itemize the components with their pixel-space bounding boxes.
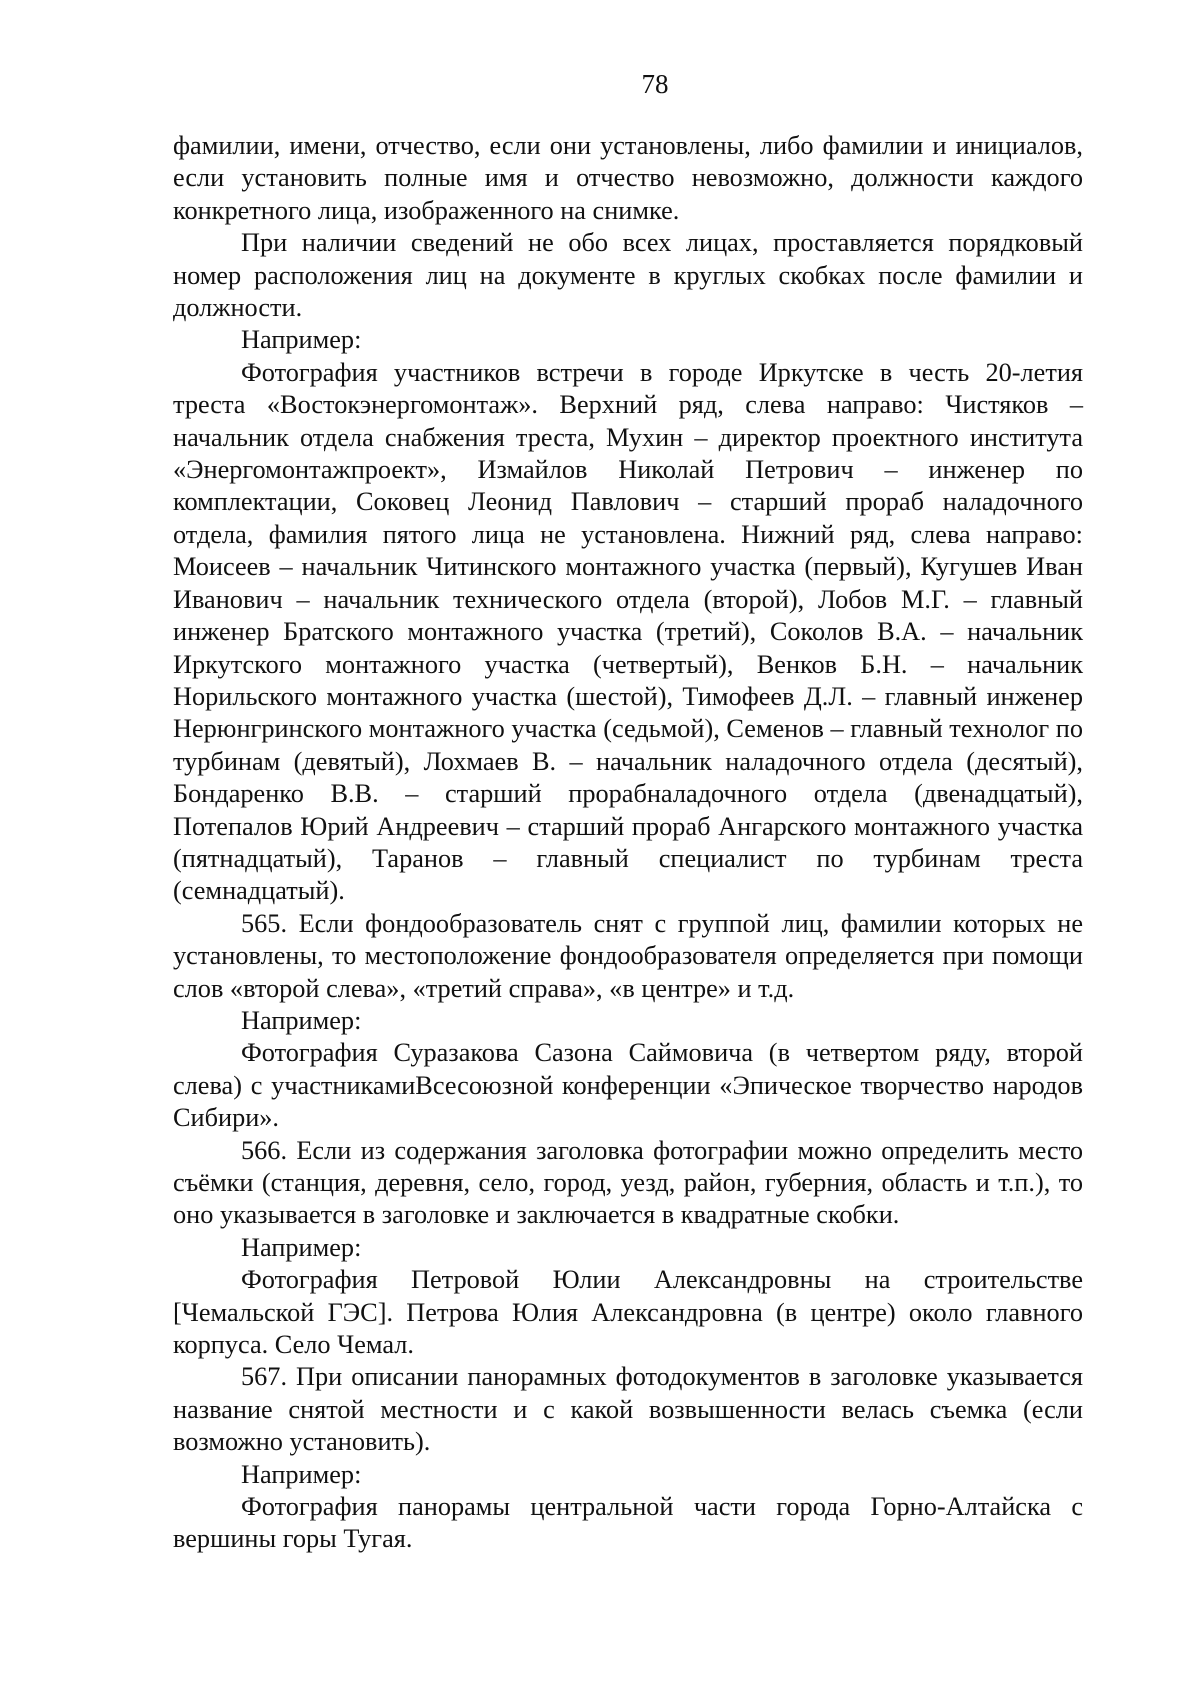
paragraph: Фотография Суразакова Сазона Саймовича (в четвертом ряду, второй слева) с участникамиВсесоюзной конференции «Эпическое творчество народов Сибири». bbox=[173, 1038, 1083, 1133]
paragraph: Фотография панорамы центральной части города Горно-Алтайска с вершины горы Тугая. bbox=[173, 1492, 1083, 1554]
page-number: 78 bbox=[641, 69, 669, 99]
paragraph: Фотография участников встречи в городе Иркутске в честь 20-летия треста «Востокэнергомонтаж». Верхний ряд, слева направо: Чистяков – начальник отдела снабжения треста, Мухин – директор проектного института «Энергомонтажпроект», Измайлов Николай Петрович – инженер по комплектации, Соковец Леонид Павлович – старший прораб наладочного отдела, фамилия пятого лица не установлена. Нижний ряд, слева направо: Моисеев – начальник Читинского монтажного участка (первый), Кугушев Иван Иванович – начальник технического отдела (второй), Лобов М.Г. – главный инженер Братского монтажного участка (третий), Соколов В.А. – начальник Иркутского монтажного участка (четвертый), Венков Б.Н. – начальник Норильского монтажного участка (шестой), Тимофеев Д.Л. – главный инженер Нерюнгринского монтажного участка (седьмой), Семенов – главный технолог по турбинам (девятый), Лохмаев В. – начальник наладочного отдела (десятый), Бондаренко В.В. – старший прорабналадочного отдела (двенадцатый), Потепалов Юрий Андреевич – старший прораб Ангарского монтажного участка (пятнадцатый), Таранов – главный специалист по турбинам треста (семнадцатый). bbox=[173, 357, 1083, 906]
example-label: Например: bbox=[241, 325, 362, 355]
paragraph: Фотография Петровой Юлии Александровны на строительстве [Чемальской ГЭС]. Петрова Юлия Александровна (в центре) около главного корпуса. Село Чемал. bbox=[173, 1265, 1083, 1360]
paragraph: 567. При описании панорамных фотодокументов в заголовке указывается название снятой местности и с какой возвышенности велась съемка (если возможно установить). bbox=[173, 1362, 1083, 1457]
example-label: Например: bbox=[241, 1459, 362, 1489]
paragraph: фамилии, имени, отчество, если они установлены, либо фамилии и инициалов, если установить полные имя и отчество невозможно, должности каждого конкретного лица, изображенного на снимке. bbox=[173, 131, 1083, 225]
example-label: Например: bbox=[241, 1232, 362, 1262]
example-label: Например: bbox=[241, 1005, 362, 1035]
paragraph: 565. Если фондообразователь снят с группой лиц, фамилии которых не установлены, то местоположение фондообразователя определяется при помощи слов «второй слева», «третий справа», «в центре» и т.д. bbox=[173, 908, 1083, 1003]
paragraph: При наличии сведений не обо всех лицах, проставляется порядковый номер расположения лиц на документе в круглых скобках после фамилии и должности. bbox=[173, 228, 1083, 323]
paragraph: 566. Если из содержания заголовка фотографии можно определить место съёмки (станция, деревня, село, город, уезд, район, губерния, область и т.п.), то оно указывается в заголовке и заключается в квадратные скобки. bbox=[173, 1135, 1083, 1230]
document-body bbox=[173, 130, 1083, 1556]
